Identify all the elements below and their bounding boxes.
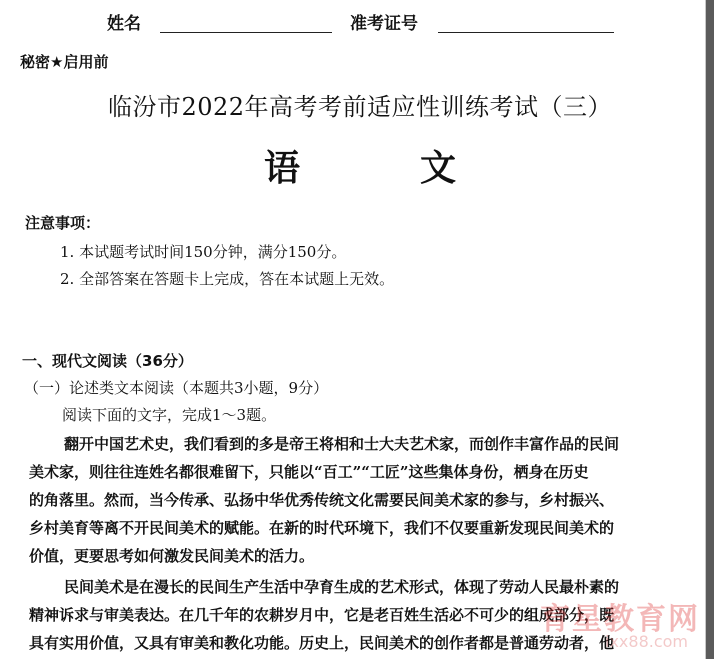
subject-char-1: 语 xyxy=(264,148,301,189)
subsection-heading: （一）论述类文本阅读（本题共3小题，9分） xyxy=(24,379,329,397)
passage-line-3: 的角落里。然而，当今传承、弘扬中华优秀传统文化需要民间美术家的参与，乡村振兴、 xyxy=(29,491,615,509)
notice-item-1: 1. 本试题考试时间150分钟，满分150分。 xyxy=(60,243,347,261)
section-heading: 一、现代文阅读（36分） xyxy=(22,352,193,370)
passage-line-4: 乡村美育等离不开民间美术的赋能。在新的时代环境下，我们不仅要重新发现民间美术的 xyxy=(29,519,615,537)
candidate-info-row xyxy=(0,7,700,37)
notice-heading: 注意事项： xyxy=(25,214,101,232)
passage-line-6: 民间美术是在漫长的民间生产生活中孕育生成的艺术形式，体现了劳动人民最朴素的 xyxy=(64,578,620,596)
watermark-url: ixx88.com xyxy=(605,632,688,651)
watermark xyxy=(526,594,706,659)
confidential-label: 秘密★启用前 xyxy=(20,53,109,71)
exam-number-label: 准考证号 xyxy=(350,14,418,34)
exam-title: 临汾市2022年高考考前适应性训练考试（三） xyxy=(107,93,613,121)
exam-number-blank-line xyxy=(438,32,614,33)
name-label: 姓名 xyxy=(107,14,141,34)
name-blank-line xyxy=(160,32,332,33)
notice-item-2: 2. 全部答案在答题卡上完成，答在本试题上无效。 xyxy=(60,270,395,288)
passage-line-1: 翻开中国艺术史，我们看到的多是帝王将相和士大夫艺术家，而创作丰富作品的民间 xyxy=(64,435,620,453)
vertical-scrollbar[interactable] xyxy=(706,0,714,659)
subject-char-2: 文 xyxy=(420,148,457,189)
passage-line-2: 美术家，则往往连姓名都很难留下，只能以“百工”“工匠”这些集体身份，栖身在历史 xyxy=(29,463,589,481)
passage-line-8: 具有实用价值，又具有审美和教化功能。历史上，民间美术的创作者都是普通劳动者，他 xyxy=(29,634,615,652)
reading-instruction: 阅读下面的文字，完成1～3题。 xyxy=(62,406,277,424)
passage-line-5: 价值，更要思考如何激发民间美术的活力。 xyxy=(29,547,315,565)
passage-line-7: 精神诉求与审美表达。在几千年的农耕岁月中，它是老百姓生活必不可少的组成部分，既 xyxy=(29,606,615,624)
watermark-text: 育星教育网 xyxy=(540,602,700,637)
